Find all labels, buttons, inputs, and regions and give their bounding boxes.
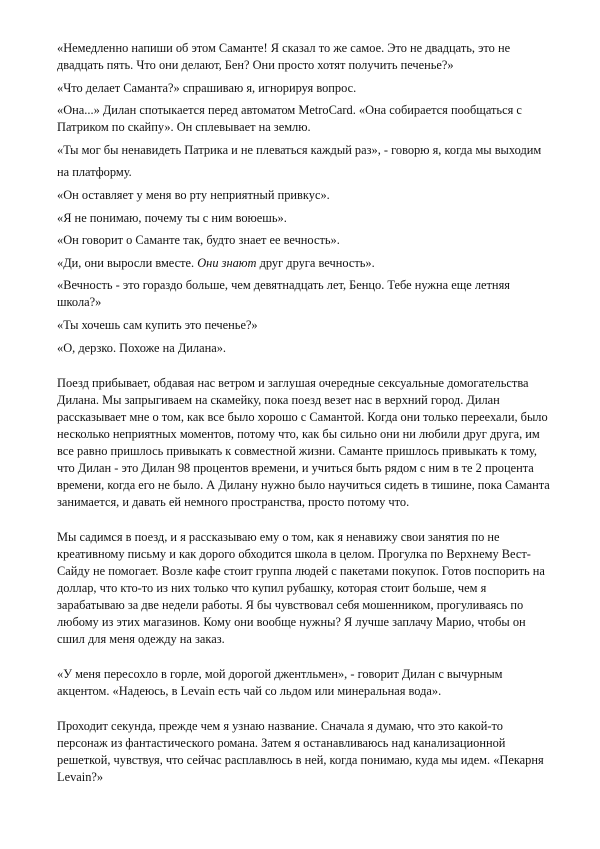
paragraph-3: «Она...» Дилан спотыкается перед автоматом MetroCard. «Она собирается пообщаться с Патриком по скайпу». Он сплевывает на землю. <box>57 103 522 135</box>
paragraph-7: «Я не понимаю, почему ты с ним воюешь». <box>57 210 287 225</box>
document-page <box>57 40 557 804</box>
paragraph-9-after: друг друга вечность». <box>256 255 375 270</box>
paragraph-9-italic: Они знают <box>197 255 257 270</box>
paragraph-16: Проходит секунда, прежде чем я узнаю название. Сначала я думаю, что это какой-то персонаж из фантастического романа. Затем я останавливаюсь над канализационной решеткой, чувствуя, что сейчас расплавлюсь в ней, когда понимаю, куда мы идем. «Пекарня Levain?» <box>57 718 544 784</box>
paragraph-9 <box>57 255 557 272</box>
paragraph-1: «Немедленно напиши об этом Саманте! Я сказал то же самое. Это не двадцать, это не двадцать пять. Что они делают, Бен? Они просто хотят получить печенье?» <box>57 41 511 72</box>
paragraph-6: «Он оставляет у меня во рту неприятный привкус». <box>57 187 330 202</box>
paragraph-11: «Ты хочешь сам купить это печенье?» <box>57 317 258 332</box>
paragraph-8: «Он говорит о Саманте так, будто знает ее вечность». <box>57 233 340 248</box>
paragraph-14: Мы садимся в поезд, и я рассказываю ему о том, как я ненавижу свои занятия по не креативному письму и как дорого обходится школа в целом. Прогулка по Верхнему Вест- Сайду не помогает. Возле кафе стоит группа людей с пакетами покупок. Готов поспорить на доллар, что кто-то из них только что купил рубашку, которая стоит больше, чем я зарабатываю за две недели работы. Я бы чувствовал себя мошенником, прогуливаясь по любому из этих магазинов. Кому они вообще нужны? Я лучше заплачу Марио, чтобы он сшил для меня одежду на заказ. <box>57 529 545 646</box>
paragraph-15: «У меня пересохло в горле, мой дорогой джентльмен», - говорит Дилан с вычурным акцентом. «Надеюсь, в Levain есть чай со льдом или минеральная вода». <box>57 666 503 698</box>
paragraph-5: на платформу. <box>57 165 132 180</box>
paragraph-2: «Что делает Саманта?» спрашиваю я, игнорируя вопрос. <box>57 80 357 95</box>
paragraph-12: «О, дерзко. Похоже на Дилана». <box>57 340 227 355</box>
paragraph-9-before: «Ди, они выросли вместе. <box>57 255 198 270</box>
paragraph-10: «Вечность - это гораздо больше, чем девятнадцать лет, Бенцо. Тебе нужна еще летняя школа?» <box>57 278 510 310</box>
paragraph-4: «Ты мог бы ненавидеть Патрика и не плеваться каждый раз», - говорю я, когда мы выходим <box>57 142 542 157</box>
paragraph-13: Поезд прибывает, обдавая нас ветром и заглушая очередные сексуальные домогательства Дилана. Мы запрыгиваем на скамейку, пока поезд везет нас в верхний город. Дилан рассказывает мне о том, как все было хорошо с Самантой. Когда они только переехали, было несколько неприятных моментов, потому что, как бы сильно они ни любили друг друга, им все равно пришлось привыкать к совместной жизни. Саманте пришлось привыкать к тому, что Дилан - это Дилан 98 процентов времени, и учиться быть рядом с ним в те 2 процента времени, когда его не было. А Дилану нужно было научиться сидеть в тишине, пока Саманта занимается, и давать ей немного пространства, просто потому что. <box>57 375 550 509</box>
